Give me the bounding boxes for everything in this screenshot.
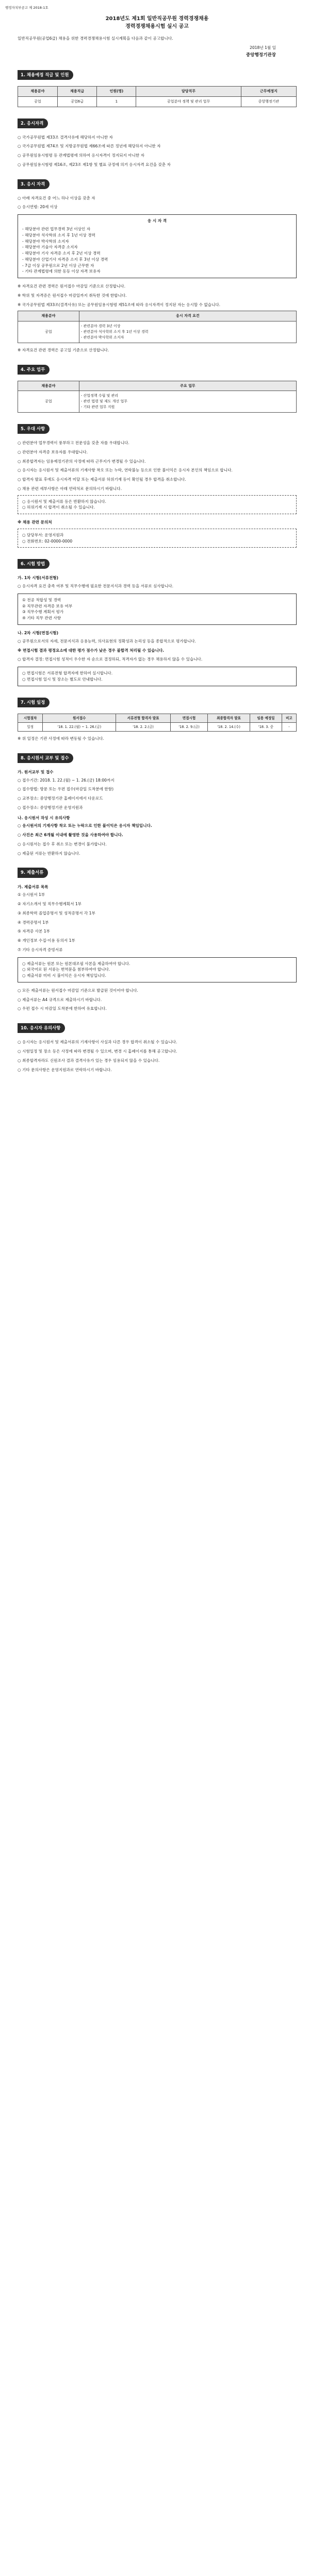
section-4-header [18, 365, 297, 375]
section-9-title: 9. 제출서류 [18, 868, 48, 877]
documents-notice-line: ○ 제출서류는 원본 또는 원본대조필 사본을 제출하여야 합니다. [22, 961, 130, 966]
table-header: 근무예정지 [241, 86, 296, 96]
table-cell: 공업 [18, 96, 58, 107]
application-extra-line: ○ 응시원서는 접수 후 취소 또는 변경이 불가합니다. [18, 841, 107, 846]
requirement-note: ※ 자격요건 관련 경력은 원서접수 마감일 기준으로 산정합니다. [18, 284, 126, 289]
requirement-item: - 해당분야 박사학위 소지자 [22, 239, 69, 244]
requirement-note: ※ 학위 및 자격증은 원서접수 마감일까지 취득한 것에 한합니다. [18, 293, 127, 298]
application-heading: 가. 원서교부 및 접수 [18, 769, 54, 774]
issuing-agency: 중앙행정기관장 [246, 52, 276, 58]
table-cell: 중앙행정기관 [241, 96, 296, 107]
documents-notice-line: ○ 외국어로 된 서류는 번역문을 첨부하여야 합니다. [22, 967, 110, 972]
documents-heading: 가. 제출서류 목록 [18, 884, 48, 889]
documents-notice-line: ○ 제출서류 미비 시 불이익은 응시자 책임입니다. [22, 973, 106, 978]
contact-box [18, 529, 297, 548]
preference-line: ○ 관련분야 자격증 보유자를 우대합니다. [18, 449, 88, 454]
application-caution-heading: 나. 응시원서 작성 시 유의사항 [18, 815, 70, 820]
title-line-2: 경력경쟁채용시험 실시 공고 [125, 23, 189, 29]
requirement-item: - 해당분야 석사학위 소지 후 1년 이상 경력 [22, 232, 95, 238]
exam-bold-note: ※ 면접시험 결과 평정요소에 대한 평가 점수가 낮은 경우 불합격 처리될 수 있습니다. [18, 648, 165, 653]
documents-after-line: ○ 모든 제출서류는 원서접수 마감일 기준으로 발급된 것이어야 합니다. [18, 988, 138, 993]
caution-line: ○ 기타 문의사항은 운영지원과로 연락하시기 바랍니다. [18, 1067, 112, 1072]
table-row [18, 96, 297, 107]
section-3-header [18, 179, 297, 189]
section-2-header [18, 118, 297, 128]
requirement-intro: ○ 응시연령: 20세 이상 [18, 205, 58, 210]
eligibility-line: ○ 국가공무원법 제33조 결격사유에 해당하지 아니한 자 [18, 134, 113, 140]
document-item: ⑦ 기타 응시자격 증빙서류 [18, 947, 63, 952]
notice-paragraph: ○ 최종합격자는 임용예정기관의 사정에 따라 근무지가 변경될 수 있습니다. [18, 459, 146, 464]
table-cell: '18. 2. 9.(금) [170, 722, 207, 731]
section-10-title: 10. 응시자 유의사항 [18, 1023, 65, 1033]
table-header: 원서접수 [43, 714, 116, 722]
table-cell: - 관련분야 경력 3년 이상 - 관련분야 석사학위 소지 후 1년 이상 경력 - 관련분야 박사학위 소지자 [79, 321, 296, 343]
criteria-item: ② 직무관련 자격증 보유 여부 [22, 603, 73, 608]
application-line: ○ 접수기간: 2018. 1. 22.(월) ~ 1. 26.(금) 18:00까지 [18, 777, 115, 783]
criteria-item: ① 전공 적합성 및 경력 [22, 597, 61, 602]
section-4-title: 4. 주요 업무 [18, 365, 50, 375]
interview-notice-box [18, 667, 297, 686]
section-3-title: 3. 응시 자격 [18, 179, 50, 189]
document-item: ③ 최종학력 졸업증명서 및 성적증명서 각 1부 [18, 910, 95, 916]
caution-line: ○ 시험일정 및 장소 등은 사정에 따라 변경될 수 있으며, 변경 시 홈페이지를 통해 공고합니다. [18, 1049, 177, 1054]
title-line-1: 2018년도 제1회 일반직공무원 경력경쟁채용 [105, 16, 209, 22]
application-bold-line: ○ 응시원서의 기재사항 착오 또는 누락으로 인한 불이익은 응시자 책임입니다. [18, 823, 152, 828]
criteria-item: ④ 기타 직무 관련 사항 [22, 616, 61, 621]
schedule-table [18, 714, 297, 732]
table-cell: 공업 [18, 321, 79, 343]
table-header: 채용직급 [57, 86, 97, 96]
section-5-header [18, 424, 297, 434]
requirement-item: - 해당분야 기사 자격증 소지 후 2년 이상 경력 [22, 251, 101, 256]
contact-line: ○ 전화번호: 02-0000-0000 [22, 538, 73, 544]
table-header: 서류전형 합격자 발표 [116, 714, 171, 722]
table-header: 면접시험 [170, 714, 207, 722]
table-cell: 공업분야 정책 및 관리 업무 [136, 96, 241, 107]
section-2-title: 2. 응시자격 [18, 118, 48, 128]
caution-line: ○ 최종합격자라도 신원조사 결과 결격사유가 있는 경우 임용되지 않을 수 있습니다. [18, 1058, 160, 1063]
document-item: ⑥ 개인정보 수집·이용 동의서 1부 [18, 938, 75, 943]
criteria-item: ③ 직무수행 계획서 평가 [22, 609, 64, 615]
document-number: 행정자치부공고 제 2018-1호 [5, 6, 48, 10]
schedule-note: ※ 위 일정은 기관 사정에 따라 변동될 수 있습니다. [18, 736, 104, 741]
requirement-note: ※ 국가공무원법 제33조(결격사유) 또는 공무원임용시험령 제51조에 따라 응시자격이 정지된 자는 응시할 수 없습니다. [18, 302, 221, 307]
table-header: 임용 예정일 [250, 714, 282, 722]
table-cell: '18. 2. 14.(수) [208, 722, 250, 731]
requirements-box [18, 214, 297, 278]
requirement-item: - 7급 이상 공무원으로 2년 이상 근무한 자 [22, 263, 94, 268]
requirement-intro: ○ 아래 자격요건 중 어느 하나 이상을 갖춘 자 [18, 195, 95, 200]
section-1-header [18, 70, 297, 80]
section-7-title: 7. 시험 일정 [18, 698, 50, 707]
exam-stage-2-heading: 나. 2차 시험(면접시험) [18, 631, 59, 635]
requirement-item: - 해당분야 기술사 자격증 소지자 [22, 245, 78, 250]
interview-notice-line: ○ 면접시험 일시 및 장소는 별도로 안내합니다. [22, 676, 103, 682]
section-1-title: 1. 채용예정 직급 및 인원 [18, 70, 73, 80]
contact-line: ○ 담당부서: 운영지원과 [22, 532, 64, 537]
notice-box [18, 495, 297, 515]
table-header: 비고 [282, 714, 296, 722]
table-cell: '18. 2. 2.(금) [116, 722, 171, 731]
eligibility-line: ○ 공무원임용시험령 등 관계법령에 의하여 응시자격이 정지되지 아니한 자 [18, 153, 145, 158]
table-header: 담당직무 [136, 86, 241, 96]
requirement-item: - 기타 관계법령에 의한 동등 이상 자격 보유자 [22, 269, 101, 274]
notice-paragraph: ○ 합격자 발표 후에도 응시자격 미달 또는 제출서류 허위기재 등이 확인될 경우 합격을 취소합니다. [18, 477, 186, 482]
exam-sub-note: ○ 합격자 결정: 면접시험 성적이 우수한 자 순으로 결정하되, 적격자가 없는 경우 채용하지 않을 수 있습니다. [18, 657, 203, 662]
exam-stage-1-text: ○ 응시자격 요건 충족 여부 및 직무수행에 필요한 전문지식과 경력 등을 서류로 심사합니다. [18, 584, 174, 589]
notice-date: 2018년 1월 일 [250, 45, 276, 50]
section-8-header [18, 753, 297, 763]
table-cell: '18. 3. 중 [250, 722, 282, 731]
table-header: 최종합격자 발표 [208, 714, 250, 722]
intro-text: 일반직공무원(공업6급) 채용을 위한 경력경쟁채용시험 실시계획을 다음과 같이 공고합니다. [18, 36, 173, 41]
table-cell: 일정 [18, 722, 43, 731]
requirement-table-note: ※ 자격요건 관련 경력은 공고일 기준으로 산정합니다. [18, 347, 109, 352]
duties-table [18, 381, 297, 413]
table-cell: - 산업정책 수립 및 관리 - 관련 법령 및 제도 개선 업무 - 기타 관련 업무 지원 [79, 391, 296, 413]
notice-box-line: ○ 허위기재 시 합격이 취소될 수 있습니다. [22, 505, 95, 510]
table-row [18, 321, 297, 343]
notice-paragraph: ○ 응시자는 응시원서 및 제출서류의 기재사항 착오 또는 누락, 연락불능 등으로 인한 불이익은 응시자 본인의 책임으로 합니다. [18, 468, 233, 473]
preference-line: ○ 관련분야 업무경력이 풍부하고 전문성을 갖춘 자를 우대합니다. [18, 440, 129, 445]
table-header: 인원(명) [97, 86, 136, 96]
exam-stage-1-heading: 가. 1차 시험(서류전형) [18, 575, 59, 581]
application-line: ○ 접수장소: 중앙행정기관 운영지원과 [18, 805, 83, 810]
document-item: ④ 경력증명서 1부 [18, 920, 49, 925]
eligibility-line: ○ 국가공무원법 제74조 및 지방공무원법 제66조에 따른 정년에 해당하지 아니한 자 [18, 144, 161, 149]
section-5-title: 5. 우대 사항 [18, 424, 50, 434]
application-extra-line: ○ 제출된 서류는 반환하지 않습니다. [18, 851, 80, 856]
table-row [18, 391, 297, 413]
application-line: ○ 접수방법: 방문 또는 우편 접수(마감일 도착분에 한함) [18, 787, 114, 792]
eligibility-line: ○ 공무원임용시험령 제16조, 제23조 제1항 및 별표 규정에 의거 응시자격 요건을 갖춘 자 [18, 162, 171, 167]
document-item: ② 자기소개서 및 직무수행계획서 1부 [18, 902, 81, 907]
interview-notice-line: ○ 면접시험은 서류전형 합격자에 한하여 실시합니다. [22, 671, 113, 676]
table-cell: 공업 [18, 391, 79, 413]
section-8-title: 8. 응시원서 교부 및 접수 [18, 753, 73, 763]
table-cell: 1 [97, 96, 136, 107]
positions-table [18, 86, 297, 107]
section-9-header [18, 868, 297, 877]
requirements-table [18, 311, 297, 343]
table-cell: '18. 1. 22.(월) ~ 1. 26.(금) [43, 722, 116, 731]
evaluation-criteria-box [18, 594, 297, 625]
table-header: 채용분야 [18, 381, 79, 391]
documents-after-line: ○ 우편 접수 시 마감일 도착분에 한하여 유효합니다. [18, 1006, 107, 1011]
table-header: 주요 업무 [79, 381, 296, 391]
section-6-header [18, 559, 297, 569]
table-cell: 공업6급 [57, 96, 97, 107]
table-row [18, 722, 297, 731]
table-header: 응시 자격 요건 [79, 311, 296, 321]
contact-subheading: ※ 채용 관련 문의처 [18, 520, 52, 525]
section-10-header [18, 1023, 297, 1033]
table-cell: - [282, 722, 296, 731]
application-line: ○ 교부장소: 중앙행정기관 홈페이지에서 다운로드 [18, 796, 103, 801]
document-title [18, 15, 297, 30]
documents-after-line: ○ 제출서류는 A4 규격으로 제출하시기 바랍니다. [18, 997, 102, 1002]
document-item: ① 응시원서 1부 [18, 892, 45, 897]
requirements-box-title: 응 시 자 격 [147, 218, 167, 224]
table-header: 시험절차 [18, 714, 43, 722]
requirement-item: - 해당분야 관련 업무경력 3년 이상인 자 [22, 227, 91, 231]
application-bold-line: ○ 사진은 최근 6개월 이내에 촬영한 것을 사용하여야 합니다. [18, 833, 123, 838]
section-6-title: 6. 시험 방법 [18, 559, 50, 569]
exam-stage-2-text: ○ 공무원으로서의 자세, 전문지식과 응용능력, 의사표현의 정확성과 논리성 등을 종합적으로 평가합니다. [18, 638, 197, 643]
notice-box-line: ○ 응시원서 및 제출서류 등은 반환하지 않습니다. [22, 499, 106, 504]
requirement-item: - 해당분야 산업기사 자격증 소지 후 3년 이상 경력 [22, 257, 108, 262]
notice-paragraph: ○ 채용 관련 세부사항은 아래 연락처로 문의하시기 바랍니다. [18, 486, 122, 491]
section-7-header [18, 698, 297, 707]
caution-line: ○ 응시자는 응시원서 및 제출서류의 기재사항이 사실과 다른 경우 합격이 취소될 수 있습니다. [18, 1040, 177, 1045]
table-header: 채용분야 [18, 311, 79, 321]
table-header: 채용분야 [18, 86, 58, 96]
documents-notice-box [18, 957, 297, 982]
document-item: ⑤ 자격증 사본 1부 [18, 929, 50, 934]
